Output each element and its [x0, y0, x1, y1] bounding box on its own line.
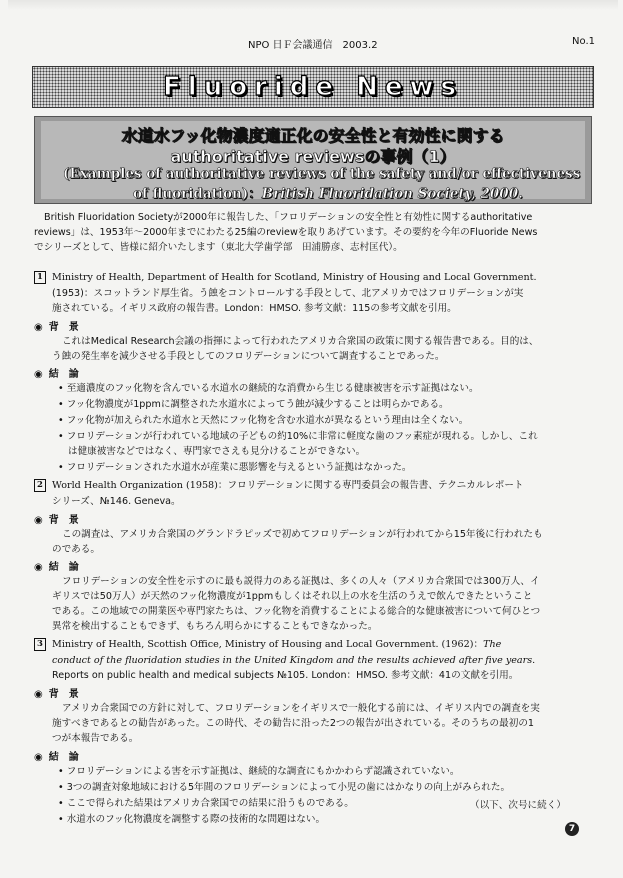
section-1-conclusion-continuation: は健康被害などではなく、専門家でさえも見分けることができない。 — [68, 446, 366, 457]
title-en-source: British Fluoridation Society, 2000. — [261, 186, 523, 202]
bullseye-icon: ◉ — [34, 369, 43, 380]
section-3-ref-line-1 — [34, 637, 501, 652]
title-en-text: of fluoridation)： — [133, 186, 262, 202]
section-3-ref-italic-lead: The — [483, 639, 502, 650]
section-3-ref-text: Ministry of Health, Scottish Office, Ministry of Housing and Local Government. (1962)： — [52, 639, 484, 650]
section-3-conclusion-label: 結 論 — [48, 752, 79, 763]
section-2-ref-line-1 — [34, 478, 524, 493]
section-2-conclusion-line-3: である。この地域での開業医や専門家たちは、フッ化物を消費することによる総合的な健康被害について何ひとつ — [52, 606, 541, 617]
section-3-background-line-2: 施すべきであるとの勧告があった。この時代、その勧告に沿った2つの報告が出されている。そのうちの最初の1 — [52, 718, 535, 729]
section-3-conclusion-item: • 3つの調査対象地域における5年間のフロリデーションによって小児の歯にはかなりの向上がみられた。 — [58, 780, 510, 795]
section-3-ref-line-3: Reports on public health and medical subjects №105. London：HMSO. 参考文献：41の文献を引用。 — [52, 670, 519, 681]
section-3-background-line-3: つが本報告である。 — [52, 733, 139, 744]
section-1-background-label: 背 景 — [48, 322, 79, 333]
top-edge — [8, 0, 618, 10]
section-3-conclusion-item: • フロリデーションによる害を示す証拠は、継続的な調査にもかかわらず認識されていない。 — [58, 764, 460, 779]
section-3-conclusion-heading — [34, 748, 79, 763]
section-3-conclusion-item: • ここで得られた結果はアメリカ合衆国での結果に沿うものである。 — [58, 796, 354, 811]
bullseye-icon: ◉ — [34, 322, 43, 333]
section-2-background-line-2: のである。 — [52, 544, 100, 555]
title-en-line1: (Examples of authoritative reviews of the safety and/or effectiveness — [63, 166, 581, 182]
section-1-conclusion-item: • フッ化物濃度が1ppmに調整された水道水によってう蝕が減少することは明らかである。 — [58, 397, 449, 412]
section-2-conclusion-line-2: ギリスでは50万人）が天然のフッ化物濃度が1ppmもしくはそれ以上の水を生活のうえで飲んできたということ — [52, 591, 533, 602]
section-2-ref-line-2: シリーズ、№146. Geneva。 — [52, 496, 181, 507]
bullseye-icon: ◉ — [34, 562, 43, 573]
section-2-conclusion-line-4: 異常を検出することもできず、もちろん明らかにすることもできなかった。 — [52, 621, 378, 632]
section-1-conclusion-item: • フロリデーションが行われている地域の子どもの約10%に非常に軽度な歯のフッ素症が現れる。しかし、これ — [58, 429, 538, 444]
intro-line-3: でシリーズとして、皆様に紹介いたします（東北大学歯学部 田浦勝彦、志村匡代）。 — [34, 242, 403, 253]
section-1-background-line-1: これはMedical Research会議の指揮によって行われたアメリカ合衆国の政策に関する報告書である。目的は、 — [62, 336, 539, 347]
section-2-ref-text: World Health Organization (1958)：フロリデーションに関する専門委員会の報告書、テクニカルレポート — [52, 480, 524, 491]
bullseye-icon: ◉ — [34, 515, 43, 526]
bullseye-icon: ◉ — [34, 689, 43, 700]
article-title-box — [34, 116, 592, 204]
title-en-line2 — [133, 182, 523, 202]
page-header — [0, 24, 623, 51]
section-1-conclusion-item: • 至適濃度のフッ化物を含んでいる水道水の継続的な消費から生じる健康被害を示す証拠はない。 — [58, 381, 479, 396]
section-1-conclusion-item: • フロリデーションされた水道水が産業に悪影響を与えるという証拠はなかった。 — [58, 460, 412, 475]
section-2-conclusion-line-1: フロリデーションの安全性を示すのに最も説得力のある証拠は、多くの人々（アメリカ合衆国では300万人、イ — [62, 576, 540, 587]
intro-line-1: British Fluoridation Societyが2000年に報告した、「フロリデーションの安全性と有効性に関するauthoritative — [44, 212, 533, 223]
section-1-ref-text: Ministry of Health, Department of Health for Scotland, Ministry of Housing and Local Government. — [52, 272, 537, 283]
section-2-background-line-1: この調査は、アメリカ合衆国のグランドラピッズで初めてフロリデーションが行われてから15年後に行われたも — [62, 529, 543, 540]
section-3-number: 3 — [34, 638, 46, 651]
issue-number: No.1 — [572, 36, 595, 47]
section-1-number: 1 — [34, 271, 46, 284]
title-jp-line2: authoritative reviewsの事例（1） — [170, 147, 456, 166]
section-1-ref-line-3: 施されている。イギリス政府の報告書。London：HMSO. 参考文献：115の参考文献を引用。 — [52, 303, 457, 314]
section-3-background-label: 背 景 — [48, 689, 79, 700]
intro-line-2: reviews」は、1953年〜2000年までにわたる25編のreviewを取りあげています。その要約を今年のFluoride News — [34, 227, 538, 238]
section-3-conclusion-item: • 水道水のフッ化物濃度を調整する際の技術的な問題はない。 — [58, 812, 325, 827]
section-1-ref-line-1 — [34, 270, 537, 285]
section-1-background-line-2: う蝕の発生率を減少させる手段としてのフロリデーションについて調査することであった。 — [52, 351, 445, 362]
news-banner — [32, 66, 594, 108]
section-2-background-label: 背 景 — [48, 515, 79, 526]
section-1-ref-line-2: (1953)：スコットランド厚生省。う蝕をコントロールする手段として、北アメリカではフロリデーションが実 — [52, 288, 524, 299]
title-box-inner — [41, 121, 585, 202]
section-1-conclusion-heading — [34, 365, 79, 380]
section-2-background-heading — [34, 511, 79, 526]
section-3-ref-line-2: conduct of the fluoridation studies in the United Kingdom and the results achieved after five years. — [52, 655, 536, 666]
section-1-background-heading — [34, 318, 79, 333]
section-1-conclusion-item: • フッ化物が加えられた水道水と天然にフッ化物を含む水道水が異なるという理由は全くない。 — [58, 413, 468, 428]
banner-title: Fluoride News — [163, 72, 463, 102]
section-2-conclusion-heading — [34, 558, 79, 573]
page-number: 7 — [565, 822, 579, 836]
section-3-background-line-1: アメリカ合衆国での方針に対して、フロリデーションをイギリスで一般化する前には、イギリス内での調査を実 — [62, 703, 540, 714]
bullseye-icon: ◉ — [34, 752, 43, 763]
title-jp-line1: 水道水フッ化物濃度適正化の安全性と有効性に関する — [121, 126, 505, 145]
section-3-background-heading — [34, 685, 79, 700]
section-2-conclusion-label: 結 論 — [48, 562, 79, 573]
section-2-number: 2 — [34, 479, 46, 492]
continued-note: （以下、次号に続く） — [470, 800, 566, 811]
publication-label: NPO 日Ｆ会議通信 2003.2 — [248, 40, 378, 51]
section-1-conclusion-label: 結 論 — [48, 369, 79, 380]
